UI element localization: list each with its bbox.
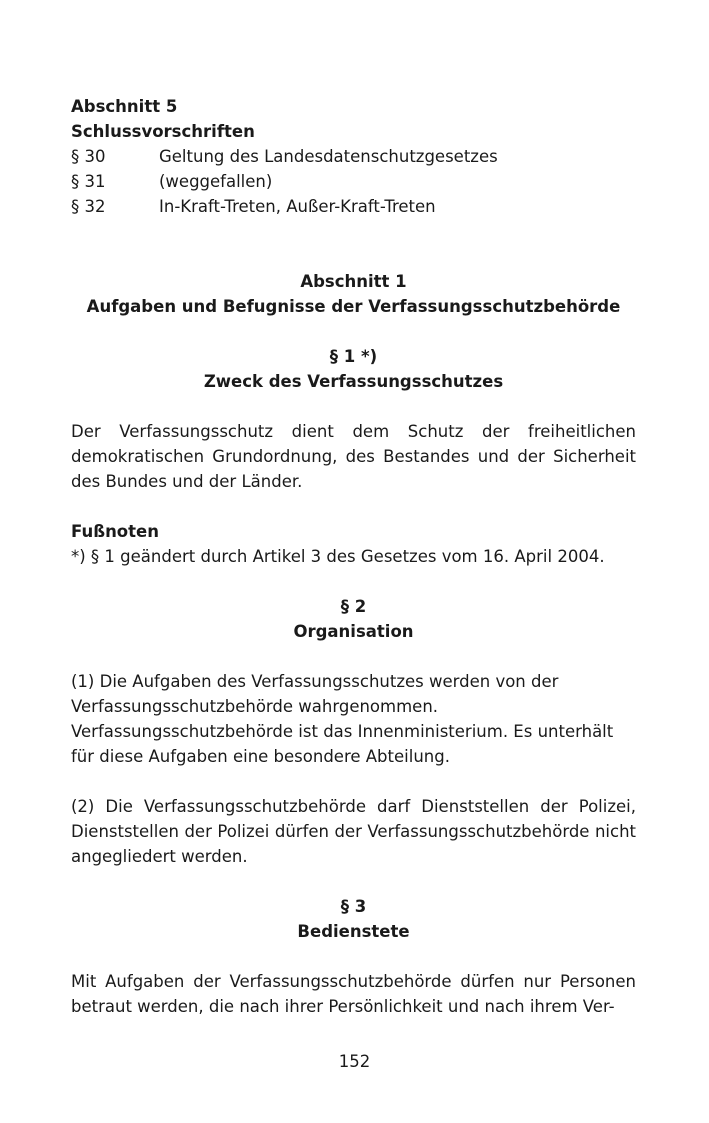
- paragraph-3: [71, 894, 636, 1019]
- paragraph-number: § 3: [340, 897, 367, 916]
- toc-entry: [71, 169, 636, 194]
- section-1-heading: [71, 269, 636, 319]
- paragraph-1: [71, 344, 636, 494]
- footnote-text: *) § 1 geändert durch Artikel 3 des Gesetzes vom 16. April 2004.: [71, 547, 605, 566]
- paragraph-title: Bedienstete: [297, 922, 410, 941]
- paragraph-text-abs2: (2) Die Verfassungsschutzbehörde darf Dienststellen der Polizei, Dienststellen der Polizei dürfen der Verfassungsschutzbehörde nicht angegliedert werden.: [71, 797, 636, 866]
- paragraph-title: Zweck des Verfassungsschutzes: [203, 372, 504, 391]
- paragraph-number: § 2: [340, 597, 367, 616]
- toc-entry-number: § 32: [71, 197, 106, 216]
- toc-entry-number: § 30: [71, 147, 106, 166]
- toc-entry-title: Geltung des Landesdatenschutzgesetzes: [159, 147, 498, 166]
- toc-entry-number: § 31: [71, 172, 106, 191]
- document-page: [71, 94, 636, 1019]
- toc-section-label: Abschnitt 5: [71, 97, 178, 116]
- toc-section-title: Schlussvorschriften: [71, 122, 255, 141]
- paragraph-text-abs1: (1) Die Aufgaben des Verfassungsschutzes werden von der Verfassungsschutzbehörde wahrgenommen. Verfassungsschutzbehörde ist das Innenministerium. Es unterhält für diese Aufgaben eine besondere Abteilung.: [71, 672, 614, 766]
- footnotes: [71, 519, 636, 569]
- paragraph-number: § 1 *): [329, 347, 378, 366]
- section-title: Aufgaben und Befugnisse der Verfassungsschutzbehörde: [86, 297, 621, 316]
- footnotes-heading: Fußnoten: [71, 522, 159, 541]
- page-number: 152: [338, 1052, 371, 1071]
- toc-entry: [71, 144, 636, 169]
- toc-entry-title: (weggefallen): [159, 172, 273, 191]
- toc-entry: [71, 194, 636, 219]
- paragraph-text: Der Verfassungsschutz dient dem Schutz der freiheitlichen demokratischen Grundordnung, des Bestandes und der Sicherheit des Bundes und der Länder.: [71, 422, 636, 491]
- paragraph-title: Organisation: [293, 622, 414, 641]
- toc-entry-title: In-Kraft-Treten, Außer-Kraft-Treten: [159, 197, 436, 216]
- paragraph-text: Mit Aufgaben der Verfassungsschutzbehörde dürfen nur Personen betraut werden, die nach ihrer Persönlichkeit und nach ihrem Ver-: [71, 972, 636, 1016]
- section-label: Abschnitt 1: [300, 272, 407, 291]
- paragraph-2: [71, 594, 636, 869]
- toc-block: [71, 94, 636, 219]
